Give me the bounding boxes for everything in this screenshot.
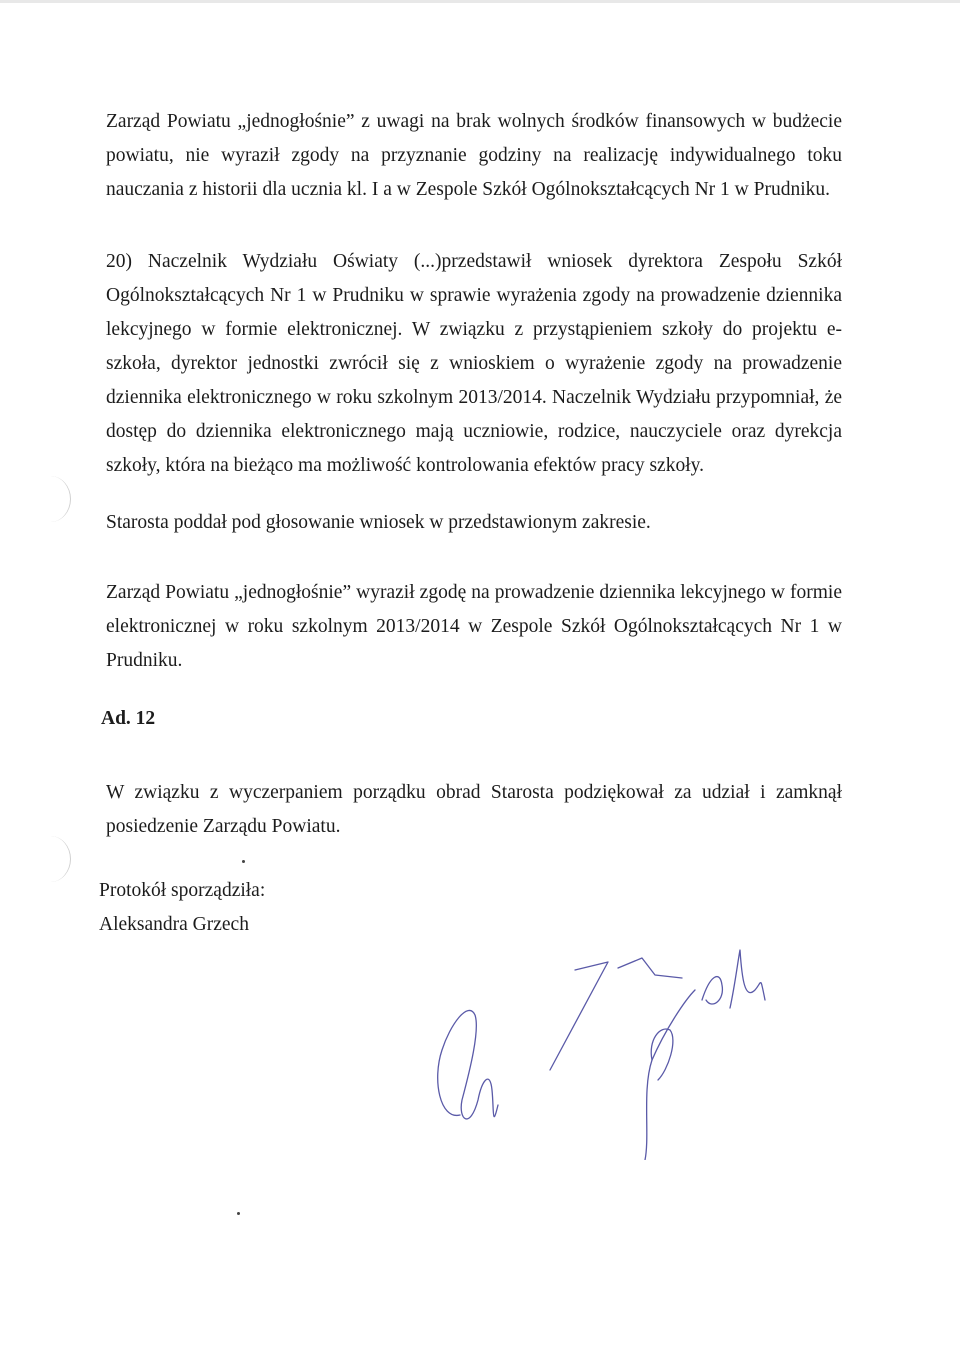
punch-hole-mark — [30, 476, 71, 522]
protocol-author: Aleksandra Grzech — [99, 914, 249, 935]
scan-speck — [242, 860, 245, 863]
paragraph-vote: Starosta poddał pod głosowanie wniosek w przedstawionym zakresie. — [106, 512, 651, 533]
paragraph-closing: W związku z wyczerpaniem porządku obrad Starosta podziękował za udział i zamknął posiedzenie Zarządu Powiatu. — [106, 782, 842, 837]
paragraph-item-20: 20) Naczelnik Wydziału Oświaty (...)przedstawił wniosek dyrektora Zespołu Szkół Ogólnokształcących Nr 1 w Prudniku w sprawie wyrażenia zgody na prowadzenie dziennika lekcyjnego w formie elektronicznej. W związku z przystąpieniem szkoły do projektu e-szkoła, dyrektor jednostki zwrócił się z wnioskiem o wyrażenie zgody na prowadzenie dziennika elektronicznego w roku szkolnym 2013/2014. Naczelnik Wydziału przypomniał, że dostęp do dziennika elektronicznego mają uczniowie, rodzice, nauczyciele oraz dyrekcja szkoły, która na bieżąco ma możliwość kontrolowania efektów pracy szkoły. — [106, 251, 842, 476]
section-heading: Ad. 12 — [101, 708, 156, 729]
paragraph-budget-decision: Zarząd Powiatu „jednogłośnie” z uwagi na brak wolnych środków finansowych w budżecie powiatu, nie wyraził zgody na przyznanie godziny na realizację indywidualnego toku nauczania z historii dla ucznia kl. I a w Zespole Szkół Ogólnokształcących Nr 1 w Prudniku. — [106, 111, 842, 200]
scan-edge — [0, 0, 960, 3]
paragraph-approval: Zarząd Powiatu „jednogłośnie” wyraził zgodę na prowadzenie dziennika lekcyjnego w formie elektronicznej w roku szkolnym 2013/2014 w Zespole Szkół Ogólnokształcących Nr 1 w Prudniku. — [106, 582, 842, 671]
handwritten-signature — [420, 930, 790, 1160]
protocol-label: Protokół sporządziła: — [99, 880, 266, 901]
scan-speck — [237, 1212, 240, 1215]
punch-hole-mark — [30, 836, 71, 882]
protocol-block — [99, 874, 265, 942]
